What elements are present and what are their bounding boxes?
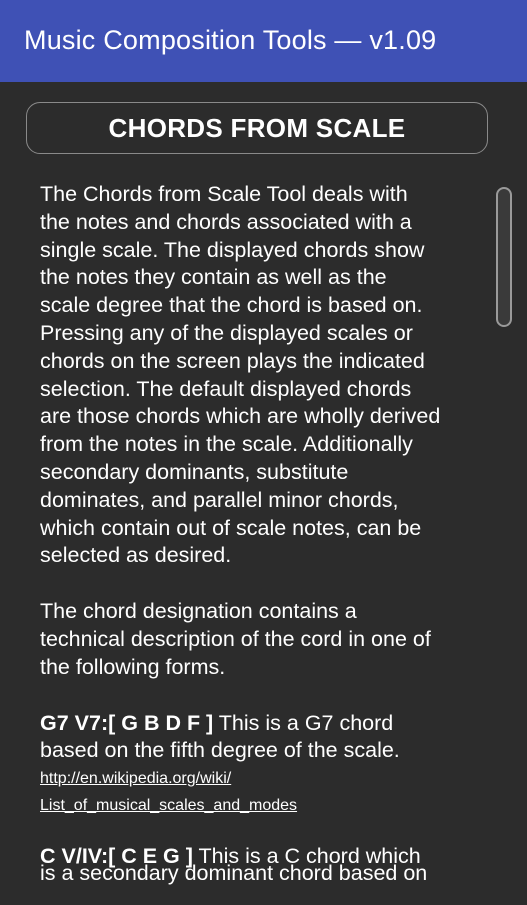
content-area	[0, 82, 527, 900]
chord-example-g7	[40, 710, 480, 738]
chord-designation-c: C V/IV:[ C E G ]	[40, 844, 193, 869]
chord-example-c-line2: is a secondary dominant chord based on	[40, 861, 428, 885]
description-text-area[interactable]	[40, 181, 480, 871]
chord-example-g7-line2: based on the fifth degree of the scale.	[40, 738, 400, 763]
wikipedia-link-line2[interactable]: List_of_musical_scales_and_modes	[40, 797, 298, 815]
chord-example-c-text: This is a C chord which	[192, 844, 421, 869]
app-title: Music Composition Tools — v1.09	[24, 24, 437, 55]
cut-off-text-line	[40, 861, 480, 889]
wikipedia-link-line1[interactable]: http://en.wikipedia.org/wiki/	[40, 770, 232, 788]
intro-paragraph: The Chords from Scale Tool deals with the notes and chords associated with a single scale. The displayed chords show the notes they contain as well as the scale degree that the chord is based on. Pressing any of the displayed scales or chords on the screen plays the indicated selection. The default displayed chords are those chords which are wholly derived from the notes in the scale. Additionally secondary dominants, substitute dominates, and parallel minor chords, which contain out of scale notes, can be selected as desired.	[40, 182, 441, 568]
chord-designation-g7: G7 V7:[ G B D F ]	[40, 710, 214, 735]
section-heading-box	[26, 102, 488, 154]
scrollbar-thumb[interactable]	[496, 187, 512, 327]
chord-example-g7-text: This is a G7 chord	[213, 710, 394, 735]
section-heading: CHORDS FROM SCALE	[108, 112, 406, 143]
designation-paragraph: The chord designation contains a technical description of the cord in one of the following forms.	[40, 599, 431, 679]
app-bar	[0, 0, 527, 82]
